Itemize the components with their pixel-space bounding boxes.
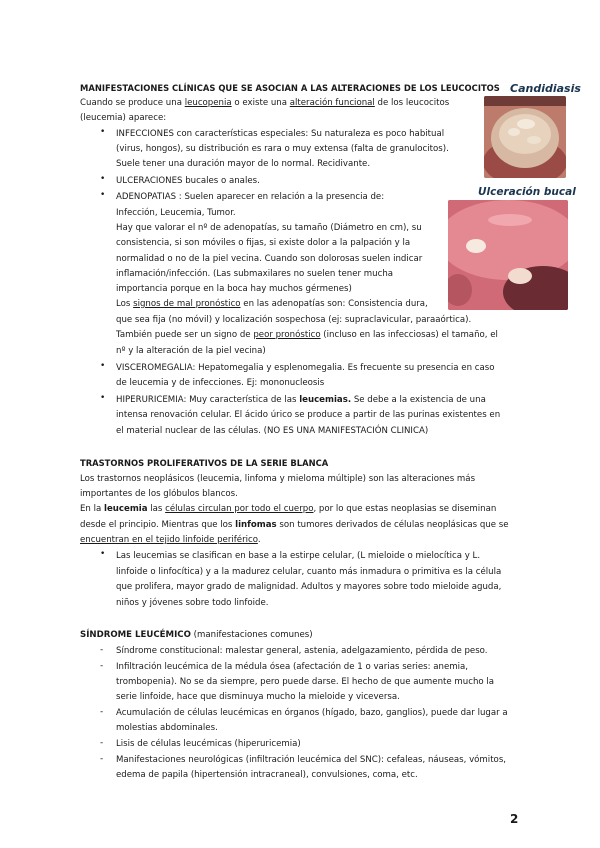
infecciones-line-1: INFECCIONES con características especiales: Su naturaleza es poco habitual	[116, 129, 445, 139]
adenopatias-line-8: Los signos de mal pronóstico en las adenopatías son: Consistencia dura,	[116, 299, 428, 309]
mal-pronostico-term: signos de mal pronóstico	[133, 299, 241, 309]
s3-item-5-line-2: edema de papila (hipertensión intracraneal), convulsiones, coma, etc.	[116, 770, 418, 780]
section3-heading	[80, 630, 313, 640]
hiperuricemia-line-2: intensa renovación celular. El ácido úrico se produce a partir de las purinas existentes en	[116, 410, 501, 420]
section1-title: MANIFESTACIONES CLÍNICAS QUE SE ASOCIAN A LAS ALTERACIONES DE LOS LEUCOCITOS	[80, 83, 500, 93]
bullet-adenopatias: •	[100, 190, 106, 200]
adenopatias-line-3: Hay que valorar el nº de adenopatías, su tamaño (Diámetro en cm), su	[116, 223, 422, 233]
peor-pronostico-term: peor pronóstico	[253, 330, 321, 340]
leucemias-term: leucemias.	[299, 395, 352, 405]
dash-5: -	[100, 754, 104, 764]
adenopatias-line-7: importancia porque en la boca hay muchos gérmenes)	[116, 284, 352, 294]
infecciones-line-2: (virus, hongos), su distribución es rara o muy extensa (falta de granulocitos).	[116, 144, 449, 154]
ulceracion-photo	[448, 200, 568, 310]
candidiasis-photo	[484, 96, 566, 178]
dash-1: -	[100, 645, 104, 655]
bullet-hiperuricemia: •	[100, 393, 106, 403]
ulceraciones-line: ULCERACIONES bucales o anales.	[116, 176, 260, 186]
leucopenia-term: leucopenia	[184, 98, 232, 108]
tejido-linfoide-term: encuentran en el tejido linfoide periférico	[80, 535, 258, 545]
candidiasis-image	[484, 96, 566, 178]
s3-item-3-line-1: Acumulación de células leucémicas en órganos (hígado, bazo, ganglios), puede dar lugar a	[116, 708, 508, 718]
dash-4: -	[100, 738, 104, 748]
s2-bullet-line-2: linfoide o linfocítica) y a la madurez celular, cuanto más inmadura o primitiva es la célula	[116, 567, 502, 577]
adenopatias-line-11: nº y la alteración de la piel vecina)	[116, 346, 266, 356]
bullet-infecciones: •	[100, 127, 106, 137]
circulan-term: células circulan por todo el cuerpo	[165, 504, 314, 514]
visceromegalia-line-1: VISCEROMEGALIA: Hepatomegalia y esplenomegalia. Es frecuente su presencia en caso	[116, 363, 495, 373]
s2-bullet-line-1: Las leucemias se clasifican en base a la estirpe celular, (L mieloide o mielocítica y L.	[116, 551, 481, 561]
s3-item-3-line-2: molestias abdominales.	[116, 723, 218, 733]
adenopatias-line-9: que sea fija (no móvil) y localización sospechosa (ej: supraclavicular, paraaórtica).	[116, 315, 472, 325]
section3-subtitle: (manifestaciones comunes)	[190, 630, 313, 640]
adenopatias-line-4: consistencia, si son móviles o fijas, si existe dolor a la palpación y la	[116, 238, 411, 248]
s2-p2-line-1: En la leucemia las células circulan por todo el cuerpo, por lo que estas neoplasias se diseminan	[80, 504, 497, 514]
adenopatias-line-6: inflamación/infección. (Las submaxilares no suelen tener mucha	[116, 269, 394, 279]
section2-title: TRASTORNOS PROLIFERATIVOS DE LA SERIE BLANCA	[80, 458, 329, 468]
dash-2: -	[100, 661, 104, 671]
leucemia-term: leucemia	[104, 504, 148, 514]
s3-item-5-line-1: Manifestaciones neurológicas (infiltración leucémica del SNC): cefaleas, náuseas, vómitos,	[116, 755, 507, 765]
adenopatias-line-10: También puede ser un signo de peor pronóstico (incluso en las infecciosas) el tamaño, el	[116, 330, 498, 340]
visceromegalia-line-2: de leucemia y de infecciones. Ej: mononucleosis	[116, 378, 325, 388]
infecciones-line-3: Suele tener una duración mayor de lo normal. Recidivante.	[116, 159, 371, 169]
hiperuricemia-line-3: el material nuclear de las células. (NO ES UNA MANIFESTACIÓN CLINICA)	[116, 426, 429, 436]
s2-p2-line-2: desde el principio. Mientras que los linfomas son tumores derivados de células neoplásicas que se	[80, 520, 509, 530]
linfomas-term: linfomas	[235, 520, 277, 530]
s2-p1-line-2: importantes de los glóbulos blancos.	[80, 489, 238, 499]
s2-bullet-line-4: niños y jóvenes sobre todo linfoide.	[116, 598, 269, 608]
candidiasis-caption: Candidiasis	[510, 82, 581, 95]
s3-item-2-line-2: trombopenia). No se da siempre, pero puede darse. El hecho de que aumente mucho la	[116, 677, 495, 687]
alteracion-term: alteración funcional	[289, 98, 375, 108]
s2-bullet-line-3: que prolifera, mayor grado de malignidad. Adultos y mayores sobre todo mieloide aguda,	[116, 582, 502, 592]
bullet-leucemias: •	[100, 549, 106, 559]
adenopatias-line-2: Infección, Leucemia, Tumor.	[116, 208, 236, 218]
dash-3: -	[100, 707, 104, 717]
s3-item-1: Síndrome constitucional: malestar general, astenia, adelgazamiento, pérdida de peso.	[116, 646, 488, 656]
hiperuricemia-line-1: HIPERURICEMIA: Muy característica de las leucemias. Se debe a la existencia de una	[116, 395, 486, 405]
intro-line-1: Cuando se produce una leucopenia o existe una alteración funcional de los leucocitos	[80, 98, 450, 108]
bullet-ulceraciones: •	[100, 174, 106, 184]
s3-item-4: Lisis de células leucémicas (hiperuricemia)	[116, 739, 301, 749]
intro-line-2: (leucemia) aparece:	[80, 113, 167, 123]
page-number: 2	[510, 812, 519, 826]
s3-item-2-line-1: Infiltración leucémica de la médula ósea (afectación de 1 o varias series: anemia,	[116, 662, 469, 672]
adenopatias-line-1: ADENOPATIAS : Suelen aparecer en relación a la presencia de:	[116, 192, 385, 202]
ulceracion-caption: Ulceración bucal	[478, 186, 576, 198]
s2-p1-line-1: Los trastornos neoplásicos (leucemia, linfoma y mieloma múltiple) son las alteraciones más	[80, 474, 476, 484]
bullet-visceromegalia: •	[100, 361, 106, 371]
ulceracion-image	[448, 200, 568, 310]
s3-item-2-line-3: serie linfoide, hace que disminuya mucho la mieloide y viceversa.	[116, 692, 400, 702]
adenopatias-line-5: normalidad o no de la piel vecina. Cuando son dolorosas suelen indicar	[116, 254, 423, 264]
s2-p2-line-3: encuentran en el tejido linfoide periférico.	[80, 535, 261, 545]
section3-title: SÍNDROME LEUCÉMICO	[80, 630, 191, 640]
